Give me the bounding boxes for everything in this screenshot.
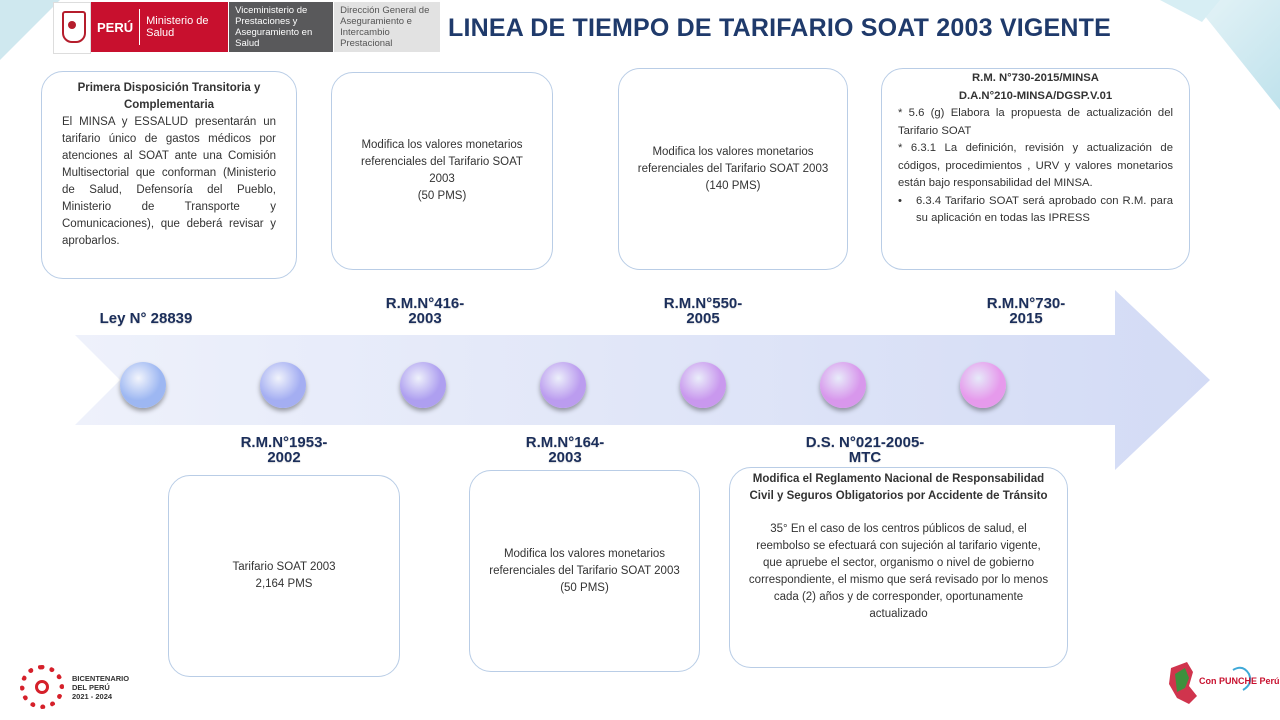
ministerio-label: Ministerio de Salud [146, 15, 209, 39]
government-logo-strip [53, 2, 440, 52]
card-bullet-text: 6.3.4 Tarifario SOAT será aprobado con R.M. para su aplicación en todas las IPRESS [916, 194, 1173, 224]
viceministerio-label: Viceministerio de Prestaciones y Aseguramiento en Salud [228, 2, 333, 52]
card-value: (50 PMS) [417, 190, 467, 202]
direccion-label: Dirección General de Aseguramiento e Intercambio Prestacional [333, 2, 440, 52]
peru-ministerio-logo [91, 2, 228, 52]
card-body: Tarifario SOAT 2003 [232, 561, 336, 573]
timeline-dot [260, 362, 306, 408]
peru-label: PERÚ [97, 19, 134, 35]
card-rm-730-2015 [881, 68, 1190, 270]
card-subheading: D.A.N°210-MINSA/DGSP.V.01 [958, 89, 1113, 102]
timeline-dot [540, 362, 586, 408]
card-rm-1953-2002 [168, 475, 400, 677]
card-rm-550-2005 [618, 68, 848, 270]
campaign-label: Con PUNCHE Perú [1199, 676, 1280, 686]
card-bullet-item [898, 193, 1173, 228]
timeline-dot [680, 362, 726, 408]
card-rm-416-2003 [331, 72, 553, 270]
card-paragraph: * 5.6 (g) Elabora la propuesta de actualización del Tarifario SOAT [898, 107, 1173, 137]
label-ds-021-2005-mtc: D.S. N°021-2005- MTC [805, 434, 925, 466]
label-rm-164-2003: R.M.N°164- 2003 [525, 434, 605, 466]
card-heading: Modifica el Reglamento Nacional de Responsabilidad Civil y Seguros Obligatorios por Accidente de Tránsito [749, 473, 1048, 502]
card-body: Modifica los valores monetarios referenciales del Tarifario SOAT 2003 [361, 139, 523, 185]
corner-decoration [0, 0, 60, 60]
timeline-dot [400, 362, 446, 408]
bullet-icon: • [898, 194, 902, 207]
bicentenario-emblem-icon [20, 665, 64, 709]
bicentenario-label: BICENTENARIO DEL PERÚ 2021 - 2024 [72, 673, 130, 701]
page-title: LINEA DE TIEMPO DE TARIFARIO SOAT 2003 VIGENTE [448, 14, 1111, 42]
card-value: 2,164 PMS [255, 578, 313, 590]
timeline-dot [820, 362, 866, 408]
label-rm-1953-2002: R.M.N°1953- 2002 [240, 434, 328, 466]
card-body: Modifica los valores monetarios referenciales del Tarifario SOAT 2003 [489, 547, 680, 577]
coat-of-arms-icon [53, 2, 91, 54]
label-ley-28839: Ley N° 28839 [99, 310, 193, 327]
card-heading: R.M. N°730-2015/MINSA [972, 72, 1099, 84]
card-value: (50 PMS) [560, 581, 609, 594]
card-rm-164-2003 [469, 470, 700, 672]
card-ley-28839 [41, 71, 297, 279]
con-punche-peru-logo [1163, 650, 1280, 708]
card-paragraph: * 6.3.1 La definición, revisión y actualización de códigos, procedimientos , URV y valores monetarios están bajo responsabilidad del MINSA. [898, 142, 1173, 189]
card-heading: Primera Disposición Transitoria y Complementaria [77, 82, 261, 111]
card-body: Modifica los valores monetarios referenciales del Tarifario SOAT 2003 [637, 145, 829, 175]
timeline-dot [960, 362, 1006, 408]
bicentenario-logo [20, 665, 129, 709]
timeline-dot [120, 362, 166, 408]
card-body: 35° En el caso de los centros públicos de salud, el reembolso se efectuará con sujeción al tarifario vigente, que apruebe el sector, organismo o nivel de gobierno correspondiente, el mismo que será revisado por lo menos cada (2) años y de corresponder, oportunamente actualizado [748, 523, 1049, 620]
label-rm-730-2015: R.M.N°730- 2015 [986, 295, 1066, 327]
label-rm-550-2005: R.M.N°550- 2005 [663, 295, 743, 327]
card-ds-021-2005-mtc [729, 467, 1068, 668]
card-value: (140 PMS) [705, 179, 761, 192]
label-rm-416-2003: R.M.N°416- 2003 [385, 295, 465, 327]
card-body: El MINSA y ESSALUD presentarán un tarifario único de gastos médicos por atenciones al SOAT ante una Comisión Multisectorial que conforman (Ministerio de Salud, Defensoría del Pueblo, Ministerio de Transporte y Comunicaciones), que deberá revisar y aprobarlos. [62, 116, 276, 247]
